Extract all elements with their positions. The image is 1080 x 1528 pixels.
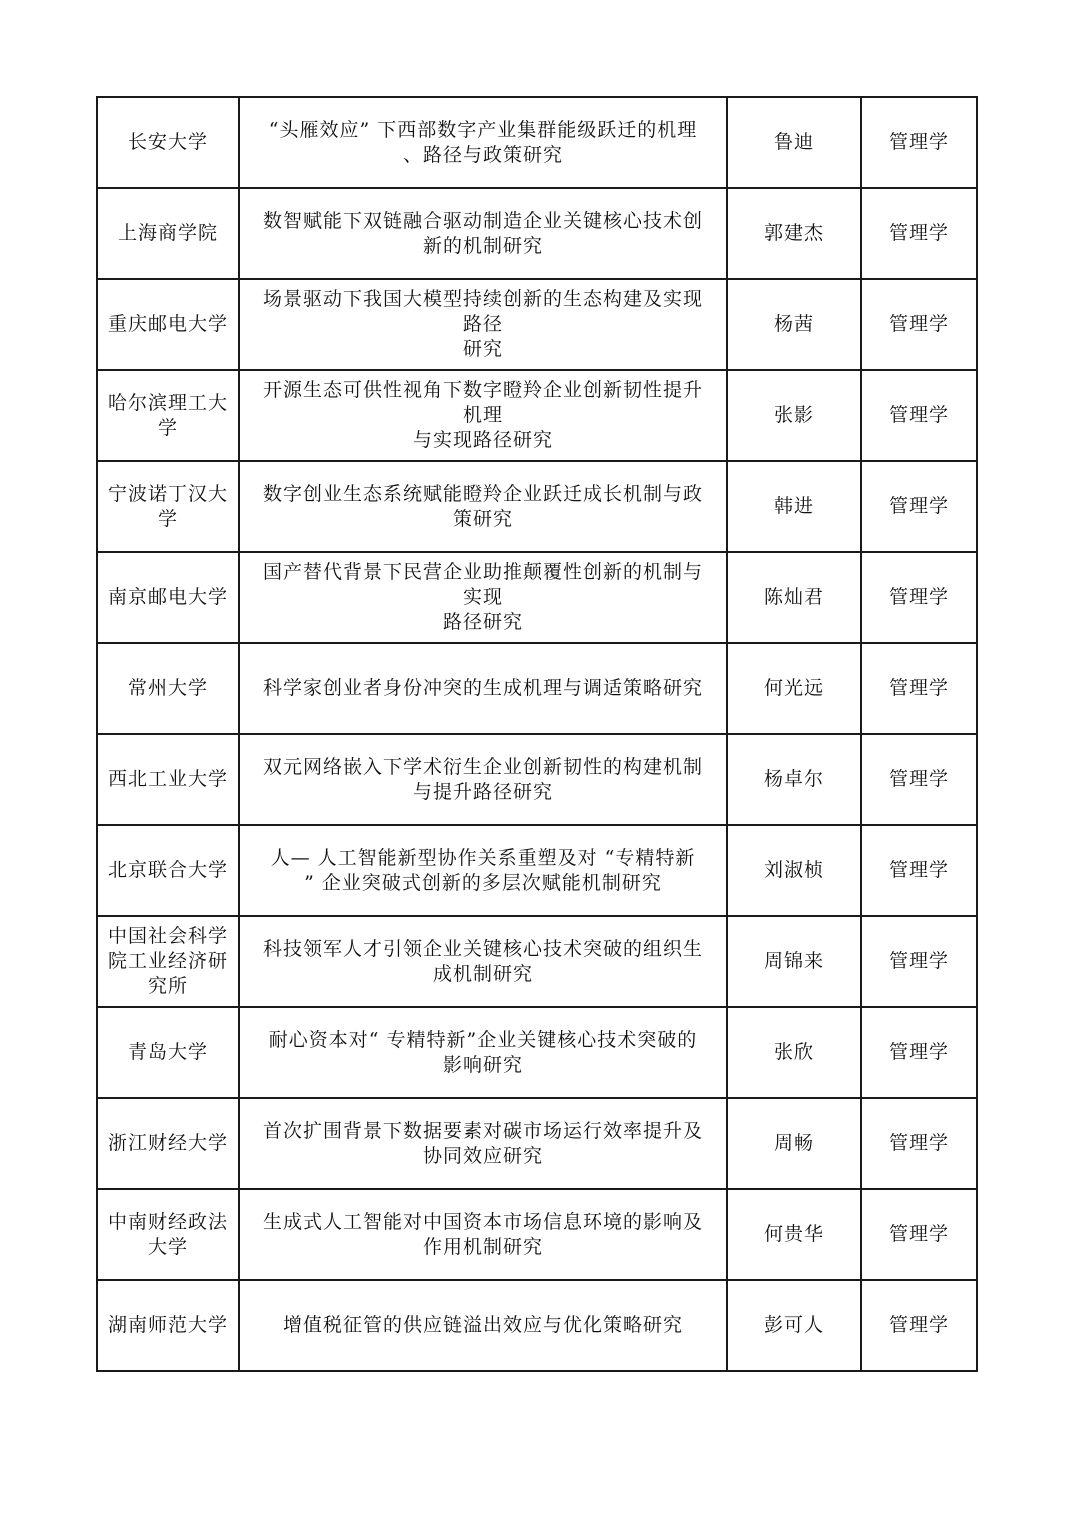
table-row <box>97 552 977 643</box>
institution-cell: 青岛大学 <box>97 1007 239 1098</box>
project-title-cell: “头雁效应” 下西部数字产业集群能级跃迁的机理 、路径与政策研究 <box>239 97 727 188</box>
table-row <box>97 188 977 279</box>
project-title-cell: 双元网络嵌入下学术衍生企业创新韧性的构建机制 与提升路径研究 <box>239 734 727 825</box>
project-table-body <box>97 97 977 1371</box>
project-title-cell: 数智赋能下双链融合驱动制造企业关键核心技术创 新的机制研究 <box>239 188 727 279</box>
discipline-cell: 管理学 <box>861 1189 977 1280</box>
institution-cell: 南京邮电大学 <box>97 552 239 643</box>
project-title-cell: 国产替代背景下民营企业助推颠覆性创新的机制与 实现 路径研究 <box>239 552 727 643</box>
project-title-cell: 人— 人工智能新型协作关系重塑及对 “专精特新 ” 企业突破式创新的多层次赋能机制研究 <box>239 825 727 916</box>
project-title-cell: 生成式人工智能对中国资本市场信息环境的影响及 作用机制研究 <box>239 1189 727 1280</box>
project-title-cell: 开源生态可供性视角下数字瞪羚企业创新韧性提升 机理 与实现路径研究 <box>239 370 727 461</box>
principal-investigator-cell: 周锦来 <box>727 916 861 1007</box>
institution-cell: 北京联合大学 <box>97 825 239 916</box>
table-row <box>97 1098 977 1189</box>
principal-investigator-cell: 郭建杰 <box>727 188 861 279</box>
principal-investigator-cell: 周畅 <box>727 1098 861 1189</box>
institution-cell: 湖南师范大学 <box>97 1280 239 1371</box>
project-title-cell: 场景驱动下我国大模型持续创新的生态构建及实现 路径 研究 <box>239 279 727 370</box>
project-title-cell: 增值税征管的供应链溢出效应与优化策略研究 <box>239 1280 727 1371</box>
institution-cell: 西北工业大学 <box>97 734 239 825</box>
discipline-cell: 管理学 <box>861 97 977 188</box>
table-row <box>97 370 977 461</box>
table-row <box>97 825 977 916</box>
discipline-cell: 管理学 <box>861 188 977 279</box>
discipline-cell: 管理学 <box>861 1098 977 1189</box>
table-row <box>97 916 977 1007</box>
table-row <box>97 643 977 734</box>
institution-cell: 常州大学 <box>97 643 239 734</box>
project-table <box>96 96 978 1372</box>
discipline-cell: 管理学 <box>861 279 977 370</box>
principal-investigator-cell: 张影 <box>727 370 861 461</box>
principal-investigator-cell: 陈灿君 <box>727 552 861 643</box>
principal-investigator-cell: 何贵华 <box>727 1189 861 1280</box>
institution-cell: 长安大学 <box>97 97 239 188</box>
project-title-cell: 数字创业生态系统赋能瞪羚企业跃迁成长机制与政 策研究 <box>239 461 727 552</box>
discipline-cell: 管理学 <box>861 643 977 734</box>
project-title-cell: 科学家创业者身份冲突的生成机理与调适策略研究 <box>239 643 727 734</box>
discipline-cell: 管理学 <box>861 461 977 552</box>
discipline-cell: 管理学 <box>861 734 977 825</box>
principal-investigator-cell: 杨卓尔 <box>727 734 861 825</box>
discipline-cell: 管理学 <box>861 552 977 643</box>
principal-investigator-cell: 杨茜 <box>727 279 861 370</box>
discipline-cell: 管理学 <box>861 825 977 916</box>
principal-investigator-cell: 彭可人 <box>727 1280 861 1371</box>
discipline-cell: 管理学 <box>861 1007 977 1098</box>
table-row <box>97 461 977 552</box>
project-title-cell: 科技领军人才引领企业关键核心技术突破的组织生 成机制研究 <box>239 916 727 1007</box>
principal-investigator-cell: 鲁迪 <box>727 97 861 188</box>
institution-cell: 上海商学院 <box>97 188 239 279</box>
institution-cell: 重庆邮电大学 <box>97 279 239 370</box>
institution-cell: 中南财经政法大学 <box>97 1189 239 1280</box>
principal-investigator-cell: 何光远 <box>727 643 861 734</box>
discipline-cell: 管理学 <box>861 370 977 461</box>
project-title-cell: 首次扩围背景下数据要素对碳市场运行效率提升及 协同效应研究 <box>239 1098 727 1189</box>
institution-cell: 宁波诺丁汉大学 <box>97 461 239 552</box>
table-row <box>97 1280 977 1371</box>
principal-investigator-cell: 张欣 <box>727 1007 861 1098</box>
table-row <box>97 1189 977 1280</box>
project-title-cell: 耐心资本对“ 专精特新”企业关键核心技术突破的 影响研究 <box>239 1007 727 1098</box>
institution-cell: 中国社会科学院工业经济研究所 <box>97 916 239 1007</box>
institution-cell: 哈尔滨理工大学 <box>97 370 239 461</box>
institution-cell: 浙江财经大学 <box>97 1098 239 1189</box>
table-row <box>97 1007 977 1098</box>
table-row <box>97 97 977 188</box>
discipline-cell: 管理学 <box>861 916 977 1007</box>
discipline-cell: 管理学 <box>861 1280 977 1371</box>
principal-investigator-cell: 刘淑桢 <box>727 825 861 916</box>
table-row <box>97 279 977 370</box>
principal-investigator-cell: 韩进 <box>727 461 861 552</box>
table-row <box>97 734 977 825</box>
